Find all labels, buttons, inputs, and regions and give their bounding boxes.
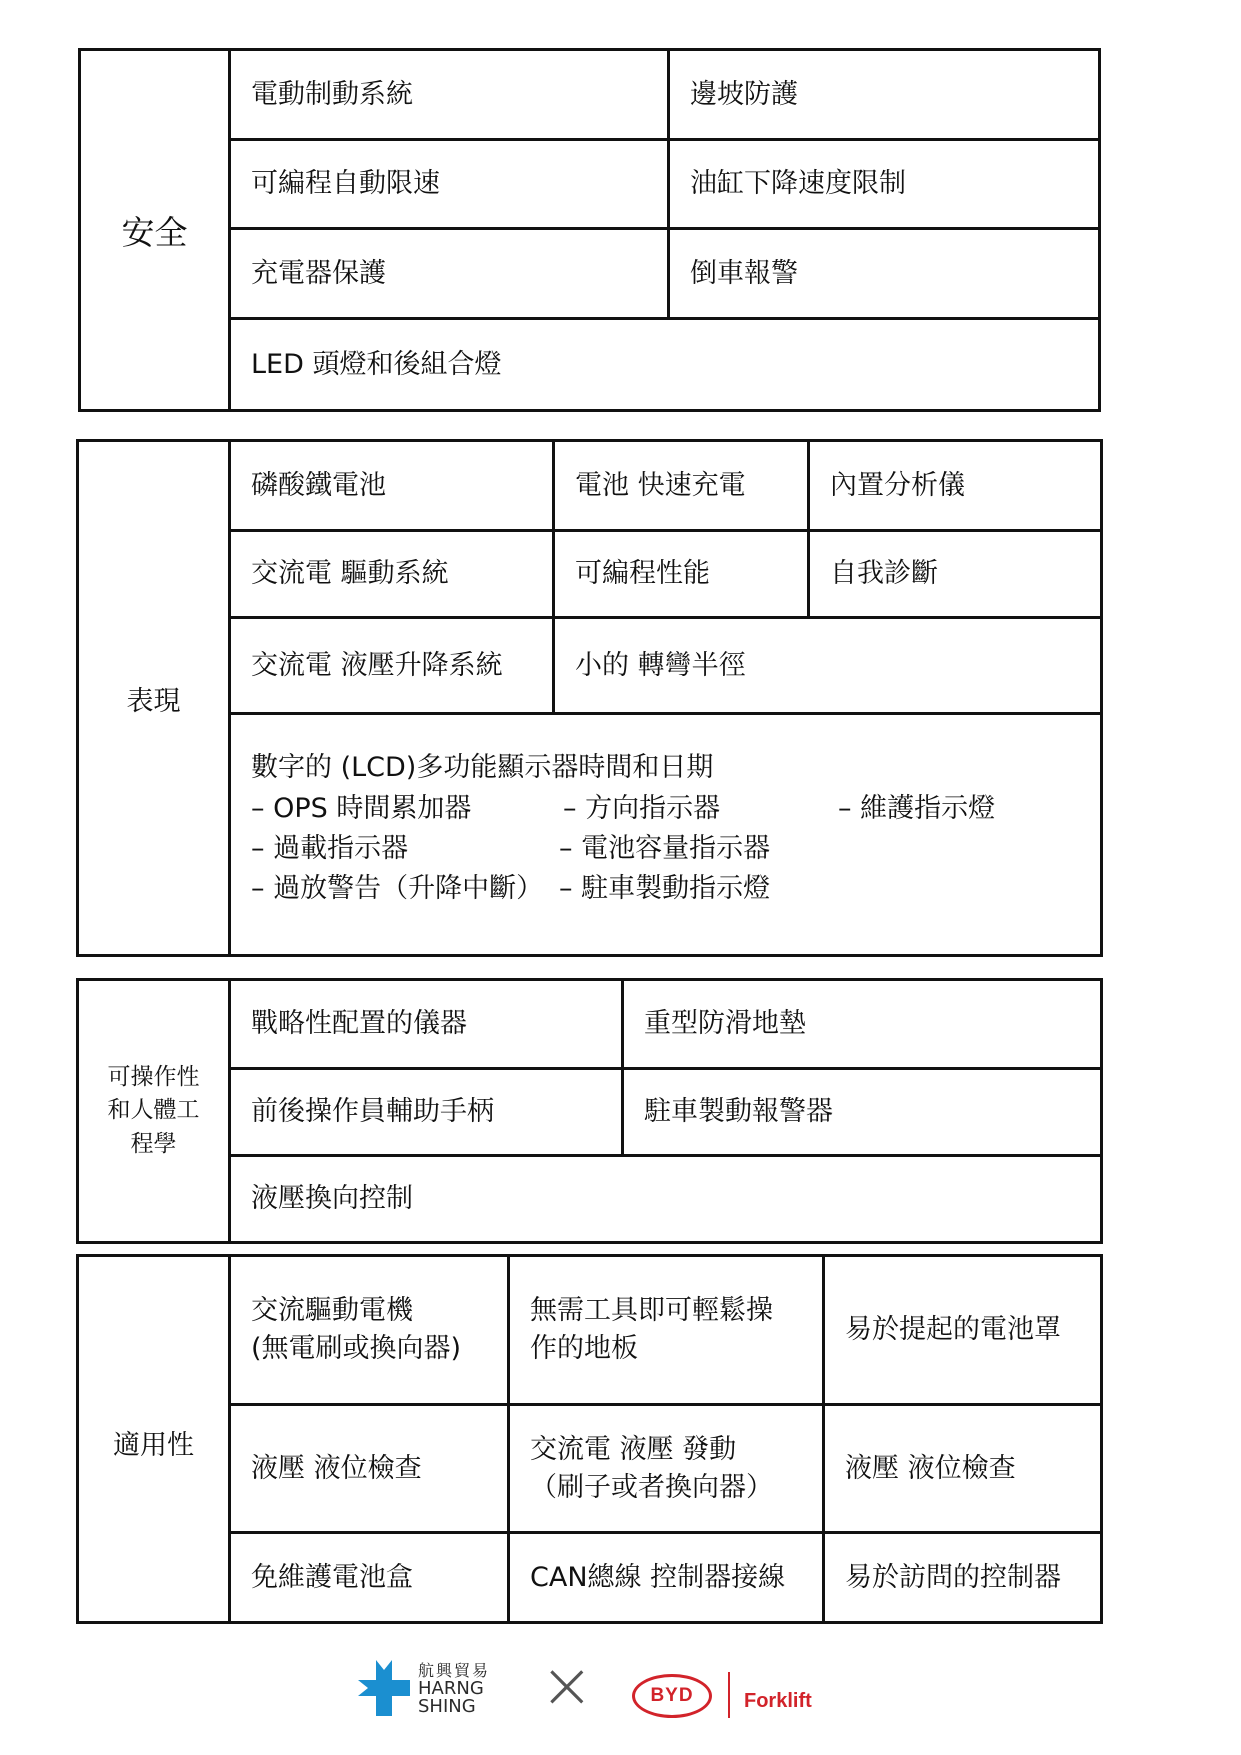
- feature-cell: 戰略性配置的儀器: [251, 1008, 467, 1040]
- feature-cell: 液壓換向控制: [251, 1183, 413, 1215]
- feature-cell: CAN總線 控制器接線: [530, 1561, 786, 1593]
- feature-cell: 無需工具即可輕鬆操 作的地板: [530, 1295, 773, 1364]
- lcd-feature: – 維護指示燈: [838, 793, 996, 824]
- feature-cell: 液壓 液位檢查: [845, 1452, 1016, 1484]
- harng-shing-cross-logo: [358, 1660, 410, 1716]
- ergonomics-category-label: 可操作性 和人體工 程學: [79, 981, 231, 1241]
- serviceability-section: [76, 1254, 1103, 1624]
- lcd-feature: – 駐車製動指示燈: [559, 873, 771, 904]
- feature-cell: 自我診斷: [830, 558, 938, 590]
- lcd-feature: – 電池容量指示器: [559, 833, 771, 864]
- feature-cell: 電動制動系統: [251, 78, 413, 110]
- performance-section: [76, 439, 1103, 957]
- harng-shing-line2: SHING: [418, 1696, 476, 1717]
- safety-category-label: 安全: [81, 51, 231, 409]
- feature-cell: 可編程性能: [575, 558, 710, 590]
- collaboration-separator: ×: [540, 1649, 594, 1723]
- feature-cell: LED 頭燈和後組合燈: [251, 348, 502, 380]
- feature-cell: 交流電 液壓 發動 （刷子或者換向器）: [530, 1433, 773, 1503]
- harng-shing-line1: HARNG: [418, 1678, 484, 1699]
- ergonomics-section: [76, 978, 1103, 1244]
- serviceability-category-label: 適用性: [79, 1257, 231, 1621]
- feature-cell: 重型防滑地墊: [644, 1008, 806, 1040]
- feature-cell: 易於提起的電池罩: [845, 1314, 1061, 1346]
- performance-category-label: 表現: [79, 442, 231, 954]
- feature-cell: 充電器保護: [251, 257, 386, 289]
- footer-logos: [0, 1650, 1241, 1740]
- feature-cell: 邊坡防護: [690, 78, 798, 110]
- lcd-feature: – 過載指示器: [251, 833, 409, 864]
- feature-cell: 前後操作員輔助手柄: [251, 1096, 494, 1128]
- feature-cell: 駐車製動報警器: [644, 1096, 833, 1128]
- lcd-feature: – 過放警告（升降中斷）: [251, 873, 544, 904]
- feature-cell: 交流電 驅動系統: [251, 558, 449, 590]
- byd-forklift-text: Forklift: [744, 1690, 812, 1712]
- safety-section: [78, 48, 1101, 412]
- feature-cell: 小的 轉彎半徑: [575, 649, 746, 681]
- feature-cell: 交流電 液壓升降系統: [251, 649, 503, 681]
- lcd-feature: – 方向指示器: [563, 793, 721, 824]
- lcd-feature: – OPS 時間累加器: [251, 793, 472, 824]
- feature-cell: 易於訪問的控制器: [845, 1561, 1061, 1593]
- feature-cell: 可編程自動限速: [251, 168, 440, 200]
- feature-cell: 內置分析儀: [830, 469, 965, 501]
- feature-cell: 磷酸鐵電池: [251, 469, 386, 501]
- feature-cell: 倒車報警: [690, 257, 798, 289]
- feature-cell: 電池 快速充電: [575, 469, 746, 501]
- byd-divider: [728, 1672, 730, 1718]
- lcd-display-title: 數字的 (LCD)多功能顯示器時間和日期: [251, 752, 714, 783]
- feature-cell: 交流驅動電機 (無電刷或換向器): [251, 1295, 462, 1364]
- byd-mark-text: BYD: [650, 1685, 694, 1706]
- feature-cell: 油缸下降速度限制: [690, 168, 906, 200]
- lcd-display-features: [231, 715, 1100, 954]
- harng-shing-chinese: 航興貿易: [418, 1661, 491, 1680]
- feature-cell: 液壓 液位檢查: [251, 1452, 422, 1484]
- byd-mark: [632, 1674, 712, 1718]
- feature-cell: 免維護電池盒: [251, 1561, 413, 1593]
